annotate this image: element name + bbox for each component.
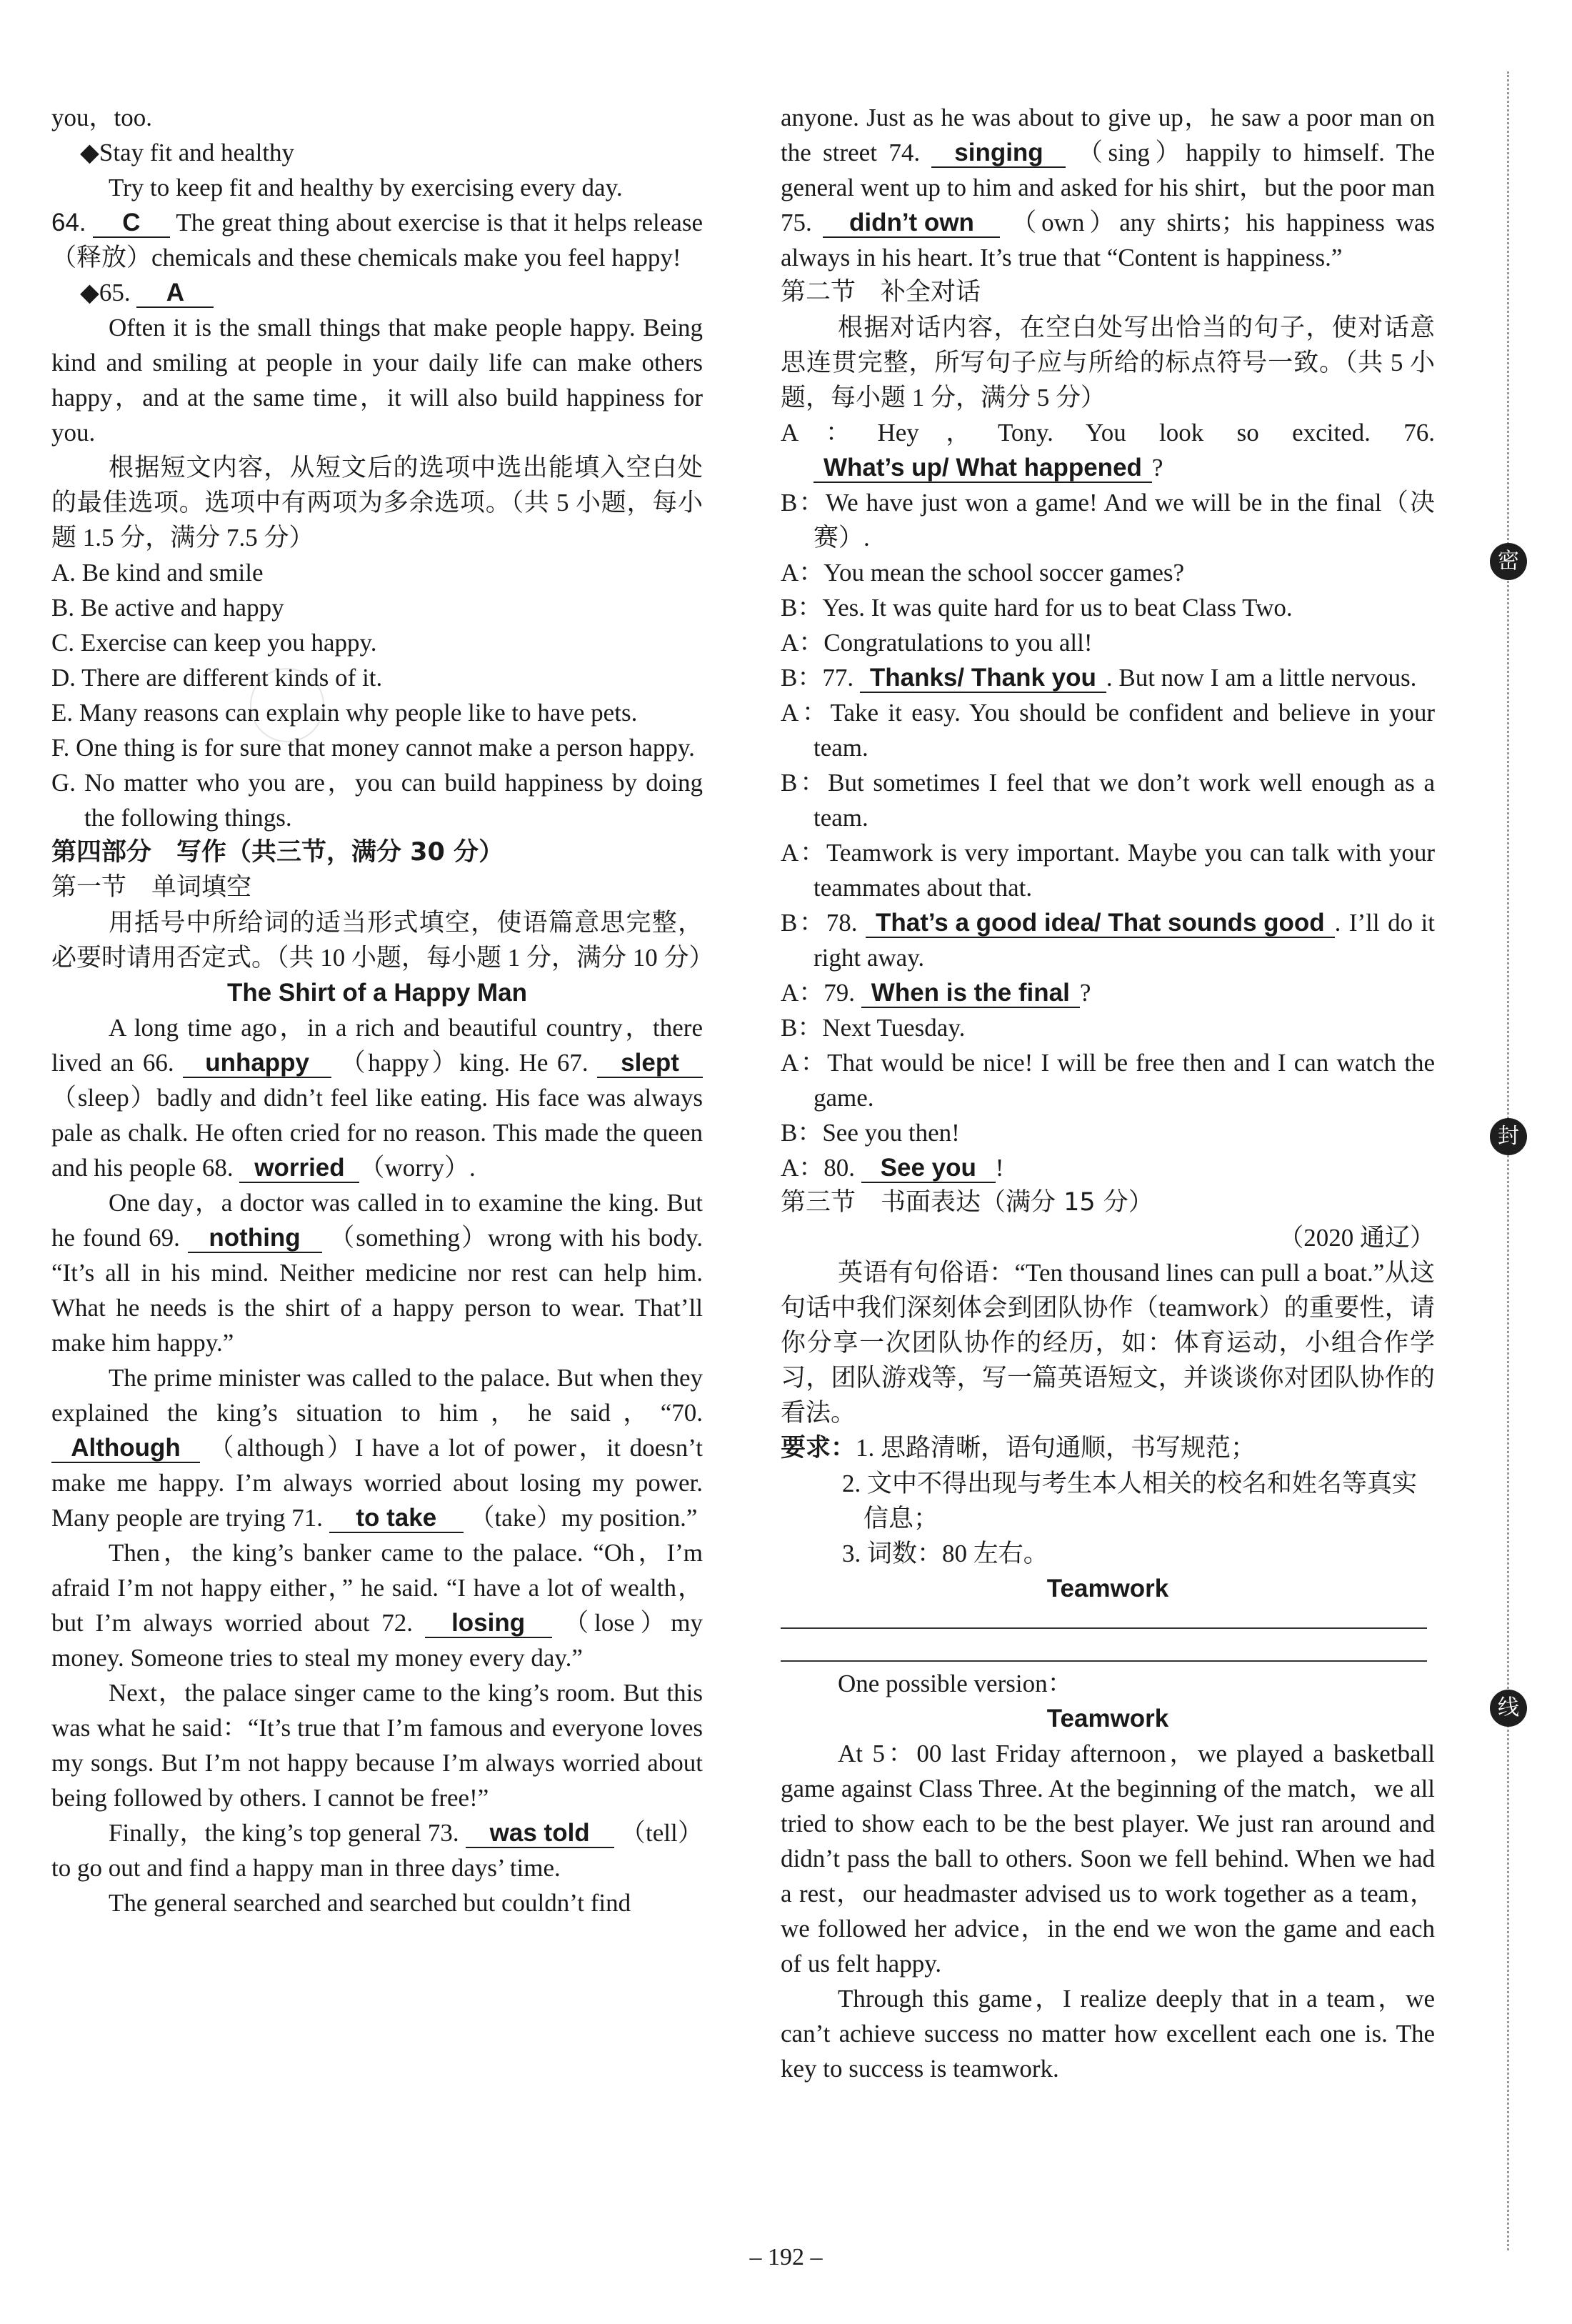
dialogue-line: B：We have just won a game! And we will be in the final（决赛）. (781, 489, 1435, 552)
writing-task: 英语有句俗语：“Ten thousand lines can pull a boat.”从这句话中我们深刻体会到团队协作（teamwork）的重要性，请你分享一次团队协作的经历，如：体育运动，小组合作学习，团队游戏等，写一篇英语短文，并谈谈你对团队协作的看法。 (781, 1259, 1435, 1427)
answer-78: That’s a good idea/ That sounds good (866, 909, 1335, 938)
option-a: A. Be kind and smile (51, 559, 264, 587)
paragraph: Next，the palace singer came to the king’s room. But this was what he said：“It’s true that I’m famous and everyone loves my songs. But I’m not happy because I’m always worried about being followed by others. I cannot be free!” (51, 1679, 703, 1812)
page-number: – 192 – (749, 2244, 823, 2270)
option-f: F. One thing is for sure that money cannot make a person happy. (51, 734, 695, 762)
margin-mark-seal: 封 (1490, 1118, 1527, 1155)
paragraph: The general searched and searched but couldn’t find (109, 1889, 631, 1917)
question-65: ◆65. A (51, 275, 703, 310)
dialogue-line: A：Congratulations to you all! (781, 629, 1093, 657)
text-line: Try to keep fit and healthy by exercising every day. (109, 174, 623, 201)
answer-70: Although (51, 1435, 200, 1463)
paragraph: A long time ago，in a rich and beautiful country，there lived an 66. unhappy （happy）king. He 67. slept （sleep）badly and didn’t feel like eating. His face was always pale as chalk. He often cried for no reason. This made the queen and his people 68. worried （worry）. (51, 1014, 703, 1182)
source-label: （2020 通辽） (1278, 1224, 1435, 1252)
requirement: 3. 词数：80 左右。 (842, 1540, 1048, 1567)
option-c: C. Exercise can keep you happy. (51, 629, 377, 657)
dialogue-line: B：Next Tuesday. (781, 1014, 966, 1042)
dialogue-line: A：79. When is the final ? (781, 979, 1091, 1007)
answer-72: losing (425, 1610, 552, 1638)
option-e: E. Many reasons can explain why people like to have pets. (51, 699, 638, 727)
writing-line (781, 1627, 1427, 1629)
answer-66: unhappy (183, 1049, 331, 1078)
instructions: 用括号中所给词的适当形式填空，使语篇意思完整，必要时请用否定式。（共 10 小题，每小题 1 分，满分 10 分） (51, 909, 714, 972)
dialogue-line: B：Yes. It was quite hard for us to beat Class Two. (781, 594, 1293, 622)
paragraph: anyone. Just as he was about to give up，he saw a poor man on the street 74. singing （sing）happily to himself. The general went up to him and asked for his shirt，but the poor man 75. didn’t own （own）any shirts；his happiness was always in his heart. It’s true that “Content is happiness.” (781, 104, 1436, 271)
essay-title: Teamwork (1046, 1575, 1169, 1602)
essay-paragraph: At 5：00 last Friday afternoon，we played a basketball game against Class Three. At the beginning of the match，we all tried to show each to be the best player. We just ran around and didn’t pass the ball to others. Soon we fell behind. When we had a rest，our headmaster advised us to work together as a team，we followed her advice，in the end we won the game and each of us felt happy. (781, 1740, 1435, 1978)
dialogue-line: A：Hey，Tony. You look so excited. 76. What’s up/ What happened ? (781, 419, 1435, 482)
version-label: One possible version： (838, 1670, 1073, 1697)
dialogue-line: A：You mean the school soccer games? (781, 559, 1185, 587)
answer-73: was told (466, 1820, 614, 1848)
section-heading: 第二节 补全对话 (781, 278, 981, 306)
option-d: D. There are different kinds of it. (51, 664, 383, 692)
text-line: you，too. (51, 104, 152, 131)
left-column (51, 100, 714, 1920)
dialogue-line: A：Teamwork is very important. Maybe you can talk with your teammates about that. (781, 839, 1435, 902)
writing-line (781, 1660, 1427, 1662)
paragraph: Often it is the small things that make people happy. Being kind and smiling at people in your daily life can make others happy，and at the same time，it will also build happiness for you. (51, 314, 703, 447)
option-b: B. Be active and happy (51, 594, 284, 622)
answer-80: See you (861, 1154, 996, 1183)
story-title: The Shirt of a Happy Man (226, 979, 528, 1007)
dialogue-line: B：But sometimes I feel that we don’t work well enough as a team. (781, 769, 1435, 832)
margin-mark-seal: 密 (1490, 543, 1527, 580)
dialogue-line: B：See you then! (781, 1119, 960, 1147)
answer-77: Thanks/ Thank you (860, 664, 1106, 693)
section-heading: 第一节 单词填空 (51, 873, 252, 902)
instructions: 根据短文内容，从短文后的选项中选出能填入空白处的最佳选项。选项中有两项为多余选项。（共 5 小题，每小题 1.5 分，满分 7.5 分） (51, 454, 703, 552)
dialogue-line: B：77. Thanks/ Thank you . But now I am a little nervous. (781, 664, 1417, 692)
paragraph: One day，a doctor was called in to examine the king. But he found 69. nothing （something）wrong with his body. “It’s all in his mind. Neither medicine nor rest can help him. What he needs is the shirt of a happy person to wear. That’ll make him happy.” (51, 1189, 703, 1357)
margin-dotted-line (1507, 71, 1511, 2250)
answer-64: C (93, 209, 170, 238)
answer-65: A (136, 279, 214, 308)
answer-67: slept (597, 1049, 703, 1078)
dialogue-line: A：Take it easy. You should be confident and believe in your team. (781, 699, 1435, 762)
dialogue-line: A：80. See you ! (781, 1154, 1004, 1182)
requirements: 要求：1. 思路清晰，语句通顺，书写规范； (781, 1434, 1256, 1462)
answer-75: didn’t own (823, 209, 1000, 238)
answer-79: When is the final (861, 979, 1080, 1008)
question-64: 64. C The great thing about exercise is that it helps release（释放）chemicals and these chemicals make you feel happy! (51, 209, 703, 271)
answer-76: What’s up/ What happened (813, 454, 1152, 483)
answer-69: nothing (188, 1225, 322, 1253)
requirement: 2. 文中不得出现与考生本人相关的校名和姓名等真实信息； (842, 1470, 1418, 1532)
answer-68: worried (239, 1154, 359, 1183)
instructions: 根据对话内容，在空白处写出恰当的句子，使对话意思连贯完整，所写句子应与所给的标点符号一致。（共 5 小题，每小题 1 分，满分 5 分） (781, 314, 1435, 412)
answer-74: singing (931, 139, 1066, 168)
paragraph: The prime minister was called to the palace. But when they explained the king’s situation to him，he said，“70. Although （although）I have a lot of power，it doesn’t make me happy. I’m always worried about losing my power. Many people are trying 71. to take （take）my position.” (51, 1364, 703, 1532)
dialogue-line: A：That would be nice! I will be free then and I can watch the game. (781, 1049, 1435, 1112)
dialogue-line: B：78. That’s a good idea/ That sounds good . I’ll do it right away. (781, 909, 1435, 972)
answer-71: to take (329, 1505, 464, 1533)
right-column (781, 100, 1435, 2086)
paragraph: Then，the king’s banker came to the palace. “Oh，I’m afraid I’m not happy either，” he said. “I have a lot of wealth，but I’m always worried about 72. losing （lose）my money. Someone tries to steal my money every day.” (51, 1539, 704, 1672)
part-heading: 第四部分 写作（共三节，满分 30 分） (51, 838, 504, 867)
subheading: ◆Stay fit and healthy (80, 139, 295, 166)
option-g: G. No matter who you are，you can build happiness by doing the following things. (51, 769, 703, 832)
section-heading: 第三节 书面表达（满分 15 分） (781, 1188, 1153, 1217)
essay-title: Teamwork (1046, 1705, 1169, 1732)
margin-mark-seal: 线 (1490, 1690, 1527, 1727)
paragraph: Finally，the king’s top general 73. was told （tell）to go out and find a happy man in three days’ time. (51, 1819, 703, 1882)
essay-paragraph: Through this game，I realize deeply that in a team，we can’t achieve success no matter how excellent each one is. The key to success is teamwork. (781, 1985, 1435, 2083)
